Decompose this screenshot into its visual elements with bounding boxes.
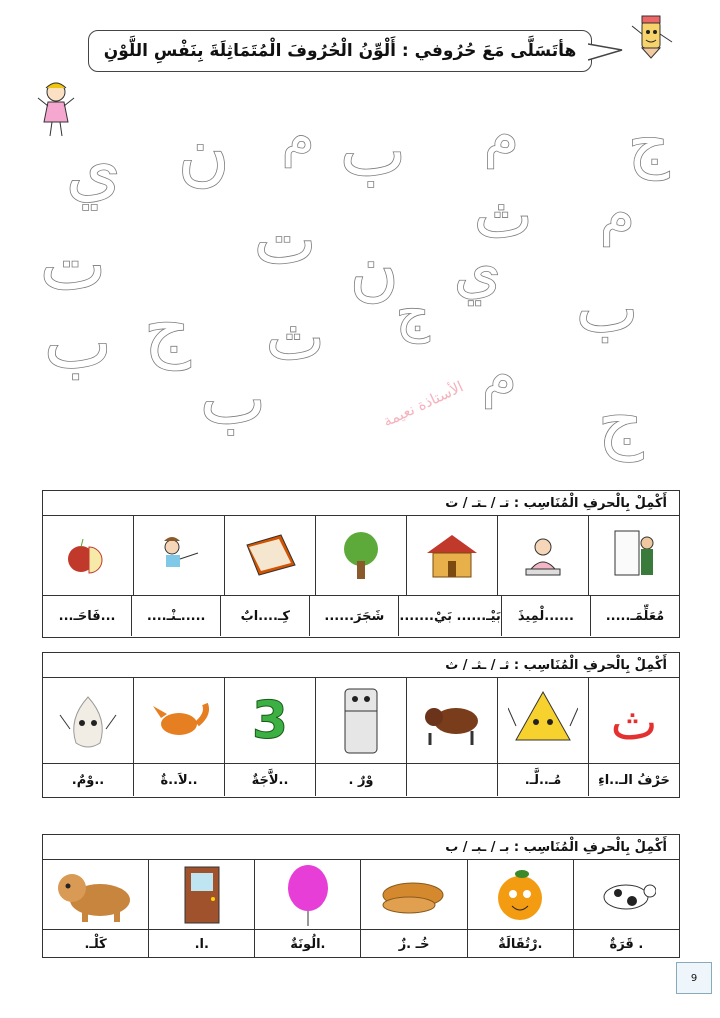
picture-cell <box>497 516 588 596</box>
exercise-2-table <box>42 652 680 798</box>
triangle-icon <box>508 686 578 756</box>
letter-outline[interactable]: ي <box>454 236 501 306</box>
picture-cell <box>360 860 466 930</box>
exercise-heading: أَكْمِلْ بِالْحرفِ الْمُنَاسِب : ثـ / ـثـ / ث <box>43 653 679 678</box>
letter-outline[interactable]: م <box>484 104 519 169</box>
picture-cell <box>406 678 497 764</box>
picture-cell <box>315 516 406 596</box>
picture-cell <box>588 516 679 596</box>
picture-row <box>43 516 679 596</box>
word-cell[interactable]: مُـ..لَّـ. <box>497 764 588 796</box>
picture-cell <box>133 516 224 596</box>
letter-outline[interactable]: ت <box>40 224 106 306</box>
word-cell[interactable]: كَلْـ. <box>84 936 107 952</box>
word-cell[interactable]: وْرٌ . <box>315 764 406 796</box>
word-row <box>43 764 679 796</box>
word-cell[interactable]: بَيْـ...... بَيْ....... <box>398 596 500 636</box>
word-cell[interactable]: . قَرَةٌ <box>573 930 679 958</box>
word-cell[interactable]: مُعَلِّمَـ..... <box>590 596 679 636</box>
word-cell[interactable]: ......لْمِيذَ <box>501 596 590 636</box>
exercise-1-table <box>42 490 680 638</box>
door-icon <box>179 863 225 927</box>
letter-outline[interactable]: م <box>482 344 517 409</box>
fox-icon <box>149 696 209 746</box>
word-cell[interactable]: ..لاَّجَةٌ <box>224 764 315 796</box>
cow-icon <box>596 873 656 917</box>
girl-student-icon <box>520 533 566 579</box>
word-row <box>43 930 679 958</box>
letter-outline[interactable]: ث <box>266 301 325 374</box>
picture-cell <box>43 678 133 764</box>
picture-cell <box>148 860 254 930</box>
letter-outline[interactable]: ن <box>350 232 399 309</box>
orange-icon <box>494 866 546 924</box>
garlic-icon <box>58 689 118 753</box>
speech-bubble-tail <box>588 40 628 64</box>
picture-cell <box>467 860 573 930</box>
picture-row <box>43 860 679 930</box>
exercise-heading: أَكْمِلْ بِالْحرفِ الْمُنَاسِب : تـ / ـتـ / ت <box>43 491 679 516</box>
letter-outline[interactable]: ي <box>66 128 121 210</box>
word-cell[interactable]: شَجَرَ...... <box>309 596 398 636</box>
teacher-board-icon <box>611 527 657 585</box>
fridge-icon <box>339 685 383 757</box>
page-number: 9 <box>676 962 712 994</box>
balloon-icon <box>283 862 333 928</box>
word-cell[interactable]: ..لاَ..ةٌ <box>133 764 224 796</box>
letter-outline[interactable]: ب <box>576 270 639 347</box>
letter-outline[interactable]: ب <box>340 110 406 192</box>
dog-icon <box>54 866 138 924</box>
title-bubble <box>88 30 592 72</box>
house-icon <box>423 531 481 581</box>
outline-letters-area <box>0 95 720 480</box>
picture-cell <box>497 678 588 764</box>
letter-outline[interactable]: ج <box>396 284 430 344</box>
word-cell[interactable]: ...فَاحَـ... <box>58 608 116 624</box>
svg-text:ث: ث <box>610 692 658 749</box>
letter-outline[interactable]: ب <box>44 300 112 384</box>
word-cell[interactable] <box>406 764 497 796</box>
word-cell[interactable]: كِـ....ابٌ <box>220 596 309 636</box>
word-cell[interactable]: خُـ .زٌ <box>360 930 466 958</box>
picture-cell <box>224 678 315 764</box>
number-three-icon <box>245 688 295 754</box>
picture-cell <box>315 678 406 764</box>
apple-icon <box>65 533 111 579</box>
picture-cell <box>133 678 224 764</box>
picture-cell <box>43 516 133 596</box>
picture-cell <box>406 516 497 596</box>
picture-cell <box>224 516 315 596</box>
bull-icon <box>420 695 484 747</box>
letter-outline[interactable]: م <box>282 108 315 168</box>
word-cell[interactable]: .ا. <box>148 930 254 958</box>
letter-outline[interactable]: ج <box>144 286 191 370</box>
letter-outline[interactable]: ت <box>254 202 317 279</box>
word-cell[interactable]: حَرْفُ الـ..اءِ <box>588 764 679 796</box>
svg-text:3: 3 <box>251 690 289 751</box>
word-cell[interactable]: .الُونَةٌ <box>254 930 360 958</box>
exercise-heading: أَكْمِلْ بِالْحرفِ الْمُنَاسِب : بـ / ـبـ / ب <box>43 835 679 860</box>
picture-cell <box>43 860 148 930</box>
letter-outline[interactable]: ث <box>474 179 533 252</box>
exercise-3-table <box>42 834 680 958</box>
word-cell[interactable]: ..وْمٌ. <box>71 772 105 788</box>
worksheet-title: هأتَسَلَّى مَعَ حُرُوفي : أَلْوِّنُ الْحُرُوفَ الْمُتَمَاثِلَةَ بِنَفْسِ اللَّوْنِ <box>103 41 577 61</box>
word-cell[interactable]: .....ـنْـ.... <box>131 596 220 636</box>
letter-outline[interactable]: ب <box>200 358 266 440</box>
pencil-mascot-icon <box>628 12 678 60</box>
tree-icon <box>338 529 384 583</box>
letter-outline[interactable]: ن <box>178 112 230 194</box>
watermark: الأستاذة نعيمة <box>380 377 467 431</box>
word-row <box>43 596 679 636</box>
letter-outline[interactable]: ج <box>598 380 644 462</box>
word-cell[interactable]: .رْتُقَالَةٌ <box>467 930 573 958</box>
letter-outline[interactable]: م <box>600 182 635 247</box>
tha-letter-icon <box>606 693 662 749</box>
picture-cell <box>254 860 360 930</box>
picture-cell <box>573 860 679 930</box>
picture-row <box>43 678 679 764</box>
picture-cell <box>588 678 679 764</box>
book-icon <box>241 531 299 581</box>
girl-swing-icon <box>154 533 204 579</box>
bread-icon <box>379 873 449 917</box>
letter-outline[interactable]: ج <box>628 107 670 181</box>
